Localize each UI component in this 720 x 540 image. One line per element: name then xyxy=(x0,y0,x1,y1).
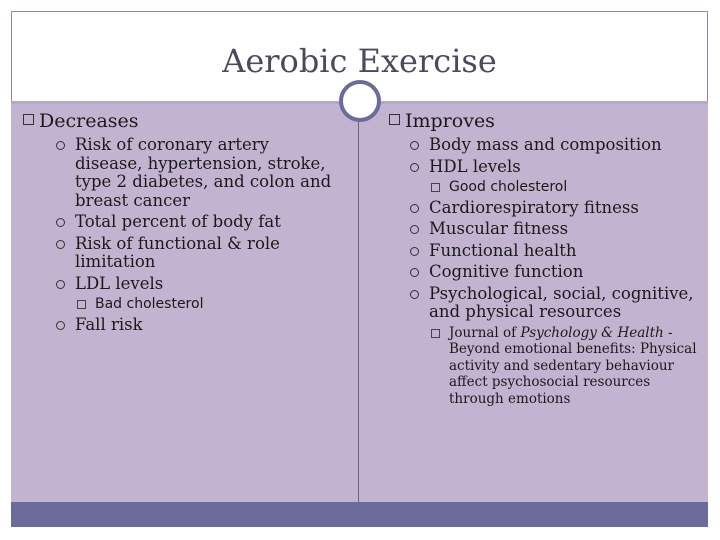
list-item-text: Body mass and composition xyxy=(429,135,662,154)
sub-list xyxy=(429,325,704,408)
left-heading xyxy=(23,112,139,131)
list-item xyxy=(54,316,340,335)
footer-bar xyxy=(11,502,708,527)
ring-bullet-icon xyxy=(410,141,419,150)
list-item-text: HDL levels xyxy=(429,156,521,176)
ring-bullet-icon xyxy=(56,240,65,249)
sub-list xyxy=(429,179,704,196)
list-item xyxy=(408,158,704,196)
right-list xyxy=(408,136,704,410)
list-item-text: Risk of functional & role limitation xyxy=(75,233,280,271)
list-item xyxy=(54,235,340,272)
list-item-text: Total percent of body fat xyxy=(75,212,281,231)
checkbox-bullet-icon xyxy=(389,114,400,125)
right-heading-label: Improves xyxy=(405,110,495,132)
square-bullet-icon xyxy=(77,300,86,309)
list-item-text: Cardiorespiratory fitness xyxy=(429,197,639,217)
journal-title: - Beyond emotional benefits: Physical activity and sedentary behaviour affect psychosocial resources through emotions xyxy=(449,324,697,407)
list-item xyxy=(408,199,704,218)
sub-list xyxy=(75,296,340,313)
sub-list-item xyxy=(75,296,340,313)
ring-bullet-icon xyxy=(56,218,65,227)
right-heading xyxy=(389,112,495,131)
ring-bullet-icon xyxy=(410,268,419,277)
list-item-text: Fall risk xyxy=(75,314,143,334)
list-item-text: Psychological, social, cognitive, and physical resources xyxy=(429,283,694,321)
list-item xyxy=(54,213,340,232)
list-item xyxy=(408,285,704,408)
list-item-text: Functional health xyxy=(429,240,577,260)
ring-bullet-icon xyxy=(410,163,419,172)
ring-bullet-icon xyxy=(410,204,419,213)
left-heading-label: Decreases xyxy=(39,110,139,132)
ring-bullet-icon xyxy=(410,225,419,234)
sub-item-text: Bad cholesterol xyxy=(95,296,204,312)
sub-item-text: Good cholesterol xyxy=(449,179,568,195)
square-bullet-icon xyxy=(431,329,440,338)
journal-citation xyxy=(429,325,704,408)
ring-bullet-icon xyxy=(56,321,65,330)
ring-bullet-icon xyxy=(56,280,65,289)
list-item-text: LDL levels xyxy=(75,273,164,293)
list-item xyxy=(408,220,704,239)
column-divider xyxy=(358,104,359,502)
list-item-text: Muscular fitness xyxy=(429,219,569,238)
list-item xyxy=(54,136,340,210)
ring-bullet-icon xyxy=(56,141,65,150)
sub-list-item xyxy=(429,179,704,196)
list-item xyxy=(408,136,704,155)
ring-bullet-icon xyxy=(410,290,419,299)
square-bullet-icon xyxy=(431,183,440,192)
left-list xyxy=(54,136,340,337)
slide-title: Aerobic Exercise xyxy=(222,42,497,80)
journal-name: Psychology & Health xyxy=(520,324,664,341)
list-item-text: Cognitive function xyxy=(429,262,584,281)
list-item-text: Risk of coronary artery disease, hypertension, stroke, type 2 diabetes, and colon and breast cancer xyxy=(75,135,332,210)
divider-circle-ornament xyxy=(339,80,381,122)
list-item xyxy=(408,263,704,282)
checkbox-bullet-icon xyxy=(23,114,34,125)
list-item xyxy=(54,275,340,313)
ring-bullet-icon xyxy=(410,247,419,256)
list-item xyxy=(408,242,704,261)
journal-prefix: Journal of xyxy=(449,324,521,341)
